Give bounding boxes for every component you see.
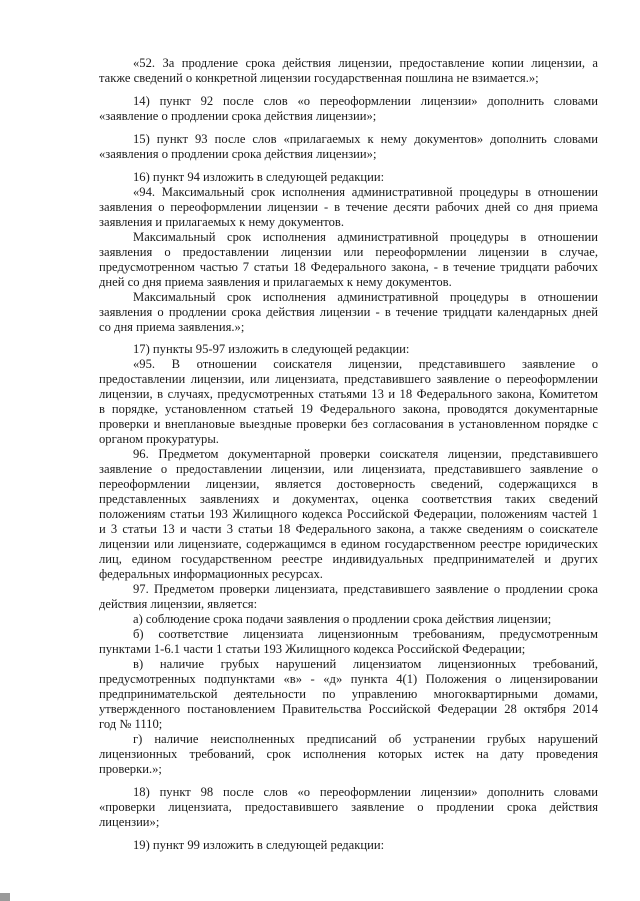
- text-line: «заявление о продлении срока действия лицензии»;: [99, 109, 377, 123]
- text-line: лицензионных требований, срок исполнения которых истек на дату проведения: [99, 747, 598, 761]
- text-line: заявления о предоставлении лицензии или переоформлении лицензии в случае,: [99, 245, 598, 259]
- text-line: заявление о предоставлении лицензии, или лицензиата, представившего заявление о: [99, 462, 598, 476]
- text-line: предоставлении лицензии, или лицензиата, представившего заявление о переоформлении: [99, 372, 598, 386]
- text-line: г) наличие неисполненных предписаний об устранении грубых нарушений: [133, 732, 598, 746]
- text-line: представленных заявлениях и документах, оценка соответствия таких сведений: [99, 492, 598, 506]
- text-line: федеральных информационных ресурсах.: [99, 567, 323, 581]
- text-line: 97. Предметом проверки лицензиата, представившего заявление о продлении срока: [133, 582, 598, 596]
- text-line: пунктами 1-6.1 части 1 статьи 193 Жилищного кодекса Российской Федерации;: [99, 642, 526, 656]
- text-line: «95. В отношении соискателя лицензии, представившего заявление о: [133, 357, 598, 371]
- text-line: дней со дня приема заявления и прилагаемых к нему документов.: [99, 275, 452, 289]
- text-line: 96. Предметом документарной проверки соискателя лицензии, представившего: [133, 447, 598, 461]
- text-line: действия лицензии, является:: [99, 597, 258, 611]
- text-line: и 3 статьи 13 и части 3 статьи 18 Федерального закона, а также сведениям о соискателе: [99, 522, 598, 536]
- text-line: 14) пункт 92 после слов «о переоформлении лицензии» дополнить словами: [133, 94, 598, 108]
- text-line: предусмотренном частью 7 статьи 18 Федерального закона, - в течение тридцати рабочих: [99, 260, 598, 274]
- text-line: проверки и внеплановые выездные проверки без согласования в установленном порядке с: [99, 417, 598, 431]
- text-line: «заявления о продлении срока действия лицензии»;: [99, 147, 377, 161]
- text-line: 18) пункт 98 после слов «о переоформлении лицензии» дополнить словами: [133, 785, 598, 799]
- scan-edge-mark: [0, 893, 10, 901]
- text-line: 16) пункт 94 изложить в следующей редакции:: [133, 170, 385, 184]
- text-line: переоформлении лицензии, является достоверность сведений, содержащихся в: [99, 477, 598, 491]
- text-line: в порядке, установленном статьей 19 Федерального закона, проводятся документарные: [99, 402, 598, 416]
- text-line: также сведений о конкретной лицензии государственная пошлина не взимается.»;: [99, 71, 539, 85]
- text-line: предпринимательской деятельности по управлению многоквартирными домами,: [99, 687, 598, 701]
- text-line: год № 1110;: [99, 717, 163, 731]
- text-line: заявления и прилагаемых к нему документов.: [99, 215, 345, 229]
- text-line: 15) пункт 93 после слов «прилагаемых к нему документов» дополнить словами: [133, 132, 598, 146]
- text-line: положениям статьи 193 Жилищного кодекса Российской Федерации, положениям частей 1: [99, 507, 598, 521]
- text-line: «52. За продление срока действия лицензии, предоставление копии лицензии, а: [133, 56, 598, 70]
- text-line: б) соответствие лицензиата лицензионным требованиям, предусмотренным: [133, 627, 598, 641]
- text-line: заявления о продлении срока действия лицензии - в течение тридцати календарных дней: [99, 305, 598, 319]
- text-line: лицензии, в случаях, предусмотренных статьями 13 и 18 Федерального закона, Комитетом: [99, 387, 598, 401]
- text-line: Максимальный срок исполнения административной процедуры в отношении: [133, 230, 598, 244]
- text-line: 19) пункт 99 изложить в следующей редакции:: [133, 838, 385, 852]
- text-line: Максимальный срок исполнения административной процедуры в отношении: [133, 290, 598, 304]
- text-line: в) наличие грубых нарушений лицензиатом лицензионных требований,: [133, 657, 598, 671]
- text-line: а) соблюдение срока подачи заявления о продлении срока действия лицензии;: [133, 612, 552, 626]
- text-line: «94. Максимальный срок исполнения административной процедуры в отношении: [133, 185, 598, 199]
- text-line: лицензии»;: [99, 815, 160, 829]
- text-line: заявления о переоформлении лицензии - в течение десяти рабочих дней со дня приема: [99, 200, 598, 214]
- text-line: предусмотренных подпунктами «в» - «д» пункта 4(1) Положения о лицензировании: [99, 672, 598, 686]
- text-line: со дня приема заявления.»;: [99, 320, 245, 334]
- text-line: 17) пункты 95-97 изложить в следующей редакции:: [133, 342, 410, 356]
- text-line: проверки.»;: [99, 762, 162, 776]
- text-line: «проверки лицензиата, предоставившего заявление о продлении срока действия: [99, 800, 598, 814]
- text-line: лиц, едином государственном реестре индивидуальных предпринимателей и других: [99, 552, 598, 566]
- text-line: лицензии или лицензиате, содержащимся в едином государственном реестре юридических: [99, 537, 598, 551]
- text-line: органом прокуратуры.: [99, 432, 219, 446]
- text-line: утвержденного постановлением Правительства Российской Федерации 28 октября 2014: [99, 702, 598, 716]
